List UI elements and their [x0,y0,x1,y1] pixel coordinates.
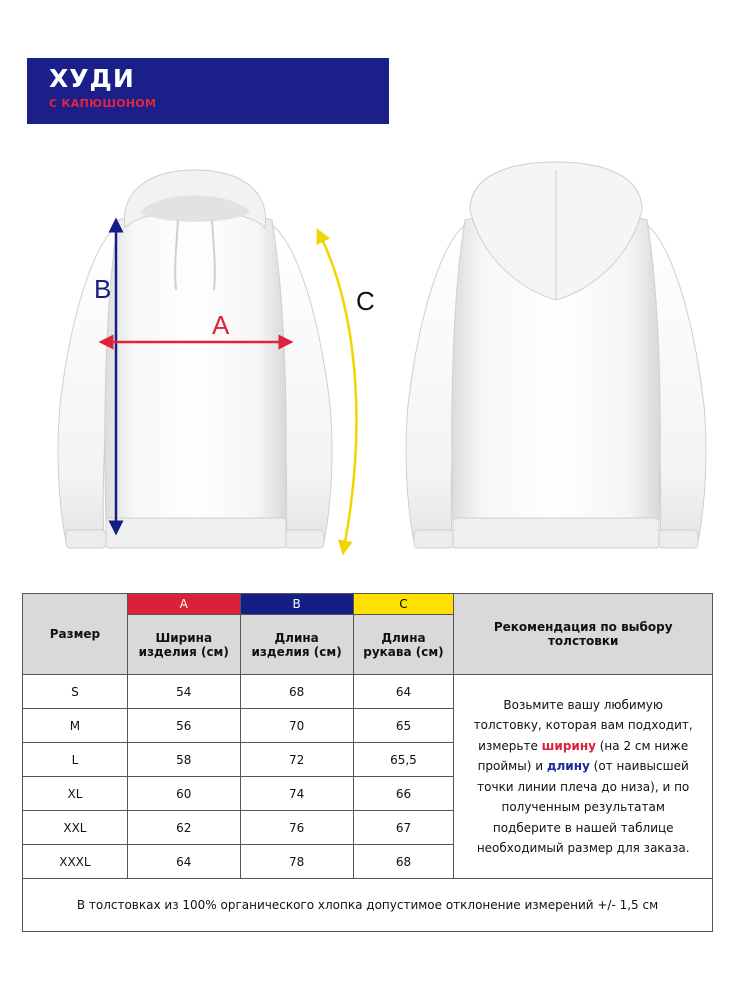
col-b-title [240,615,353,675]
sleeve-cell: 65,5 [353,743,454,777]
rec-header-line1: Рекомендация по выбору [493,620,673,634]
size-table [22,593,713,932]
width-cell: 56 [127,709,240,743]
banner-title: ХУДИ [49,64,135,93]
size-cell: XXL [23,811,128,845]
recommendation-text [454,675,713,879]
length-cell: 76 [240,811,353,845]
col-c-title-line2: рукава (см) [363,644,444,659]
measure-b-label: B [94,274,112,304]
size-cell: S [23,675,128,709]
rec-line: необходимый размер для заказа. [476,841,690,855]
size-cell: L [23,743,128,777]
back-hoodie [406,162,706,548]
width-cell: 60 [127,777,240,811]
rec-header-line2: толстовки [547,634,619,648]
table-row [23,675,713,709]
col-a-letter: A [127,594,240,615]
rec-line: толстовку, которая вам подходит, [473,718,693,732]
rec-line: полученным результатам [501,800,665,814]
rec-line: проймы) и [477,759,547,773]
width-cell: 58 [127,743,240,777]
hoodie-illustration [0,150,733,570]
col-c-title-line1: Длина [381,630,426,645]
size-cell: XL [23,777,128,811]
measure-c-label: C [356,286,375,316]
banner-subtitle: С КАПЮШОНОМ [49,97,157,110]
width-cell: 64 [127,845,240,879]
sleeve-cell: 64 [353,675,454,709]
size-cell: M [23,709,128,743]
rec-length-highlight: длину [546,759,590,773]
col-c-letter: C [353,594,454,615]
length-cell: 68 [240,675,353,709]
size-header: Размер [23,594,128,675]
width-cell: 62 [127,811,240,845]
measure-a-label: A [212,310,230,340]
length-cell: 70 [240,709,353,743]
col-a-title-line1: Ширина [155,630,213,645]
col-b-title-line2: изделия (см) [251,644,342,659]
title-banner [27,58,389,124]
sleeve-cell: 67 [353,811,454,845]
rec-line: (от наивысшей [589,759,689,773]
length-cell: 74 [240,777,353,811]
width-cell: 54 [127,675,240,709]
col-b-title-line1: Длина [274,630,319,645]
rec-line: подберите в нашей таблице [492,820,674,835]
sleeve-cell: 68 [353,845,454,879]
front-hoodie [58,170,332,548]
length-cell: 78 [240,845,353,879]
rec-width-highlight: ширину [541,738,596,753]
rec-line: Возьмите вашу любимую [503,697,663,712]
sleeve-cell: 65 [353,709,454,743]
rec-line: измерьте [478,738,542,753]
recommendation-header [454,594,713,675]
tolerance-note: В толстовках из 100% органического хлопка допустимое отклонение измерений +/- 1,5 см [23,879,713,932]
sleeve-cell: 66 [353,777,454,811]
col-a-title [127,615,240,675]
rec-line: точки линии плеча до низа), и по [477,779,690,794]
size-cell: XXXL [23,845,128,879]
col-c-title [353,615,454,675]
length-cell: 72 [240,743,353,777]
col-a-title-line2: изделия (см) [138,644,229,659]
col-b-letter: B [240,594,353,615]
rec-line: (на 2 см ниже [595,738,689,753]
